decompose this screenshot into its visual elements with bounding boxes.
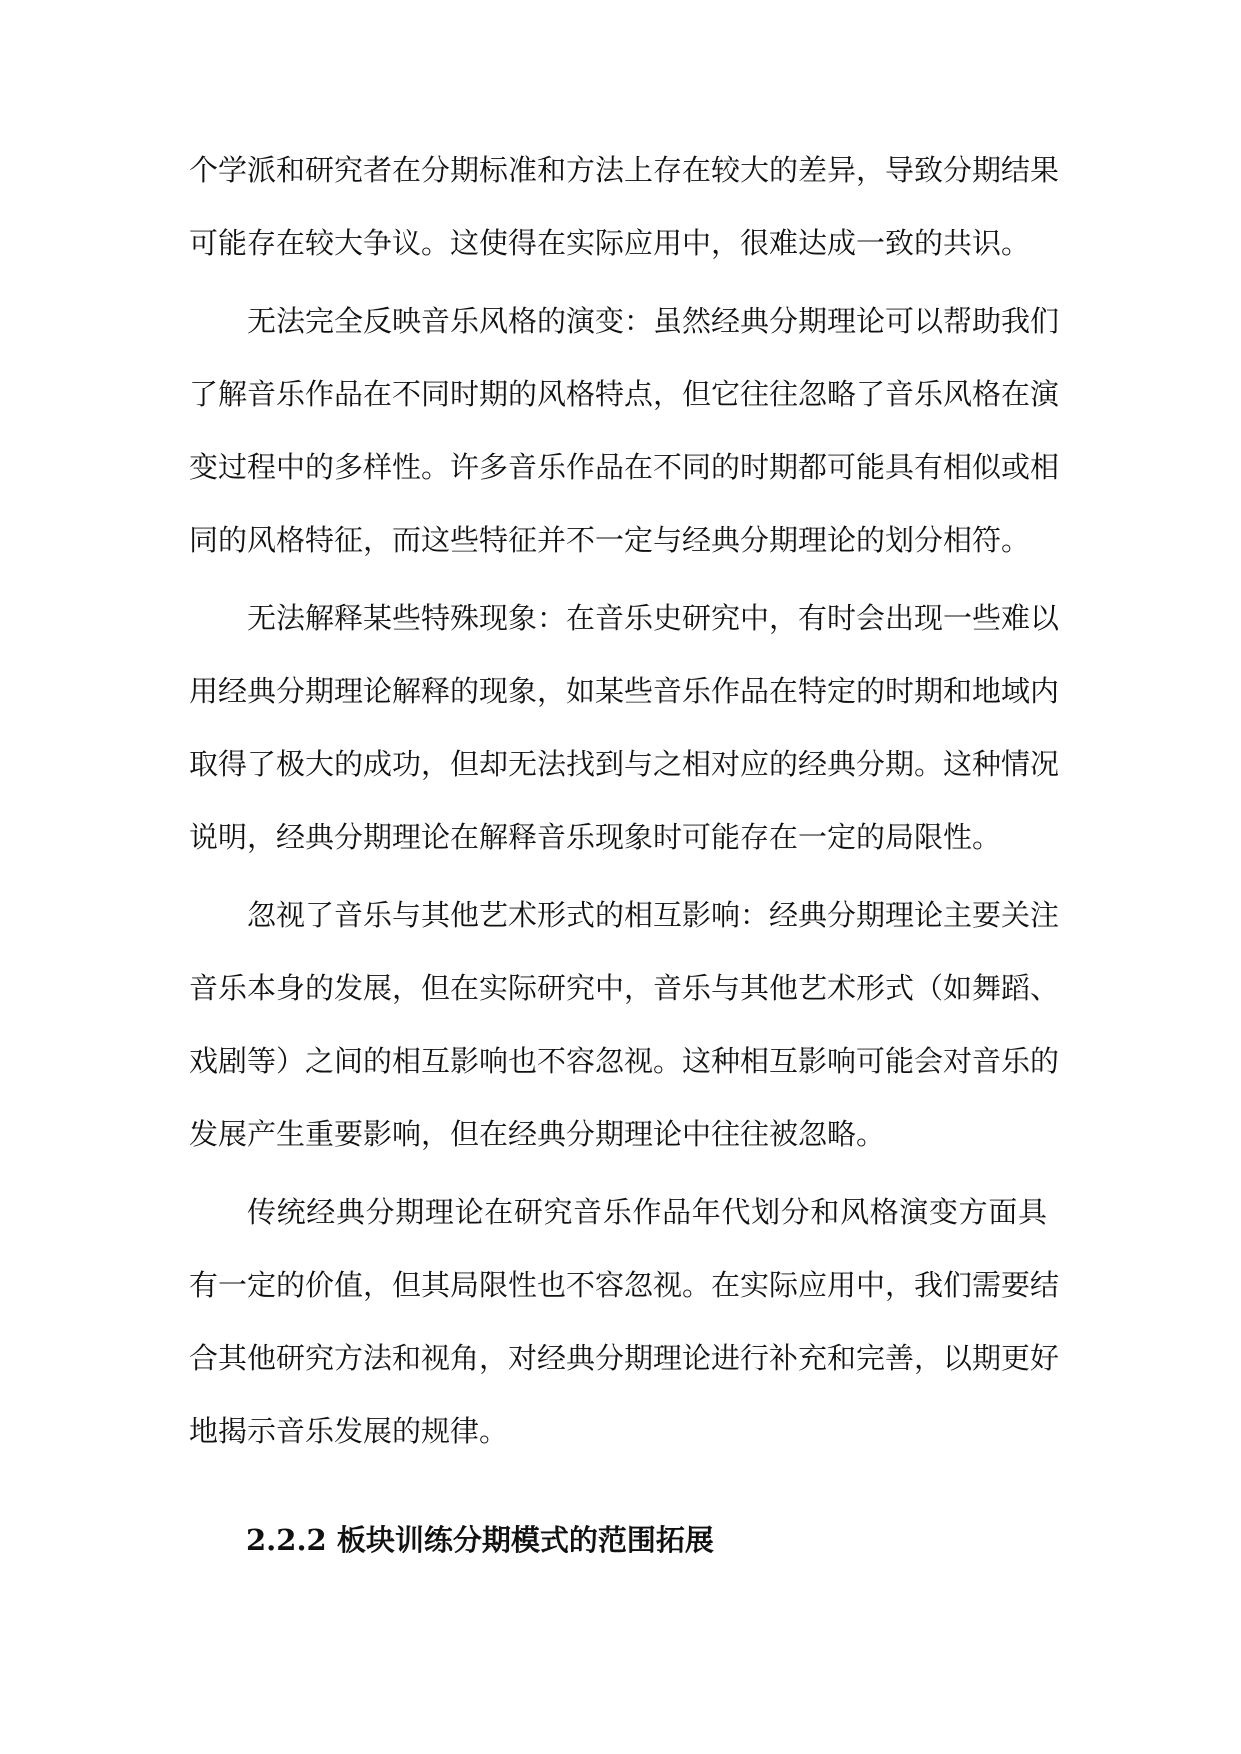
paragraph-line: 忽视了音乐与其他艺术形式的相互影响：经典分期理论主要关注 — [247, 898, 1060, 932]
section-heading: 2.2.2 板块训练分期模式的范围拓展 — [246, 1523, 714, 1557]
paragraph-line: 无法完全反映音乐风格的演变：虽然经典分期理论可以帮助我们 — [247, 304, 1060, 338]
paragraph-line: 可能存在较大争议。这使得在实际应用中，很难达成一致的共识。 — [189, 226, 1031, 260]
paragraph-line: 地揭示音乐发展的规律。 — [189, 1414, 509, 1448]
paragraph-line: 说明，经典分期理论在解释音乐现象时可能存在一定的局限性。 — [189, 820, 1002, 854]
paragraph-line: 变过程中的多样性。许多音乐作品在不同的时期都可能具有相似或相 — [189, 450, 1060, 484]
paragraph-line: 合其他研究方法和视角，对经典分期理论进行补充和完善，以期更好 — [189, 1341, 1060, 1375]
paragraph-line: 戏剧等）之间的相互影响也不容忽视。这种相互影响可能会对音乐的 — [189, 1044, 1060, 1078]
paragraph-line: 传统经典分期理论在研究音乐作品年代划分和风格演变方面具 — [247, 1195, 1047, 1229]
paragraph-line: 音乐本身的发展，但在实际研究中，音乐与其他艺术形式（如舞蹈、 — [189, 971, 1060, 1005]
paragraph-line: 取得了极大的成功，但却无法找到与之相对应的经典分期。这种情况 — [189, 747, 1060, 781]
paragraph-line: 同的风格特征，而这些特征并不一定与经典分期理论的划分相符。 — [189, 523, 1031, 557]
paragraph-line: 了解音乐作品在不同时期的风格特点，但它往往忽略了音乐风格在演 — [189, 377, 1060, 411]
paragraph-line: 发展产生重要影响，但在经典分期理论中往往被忽略。 — [189, 1117, 886, 1151]
paragraph-line: 个学派和研究者在分期标准和方法上存在较大的差异，导致分期结果 — [189, 153, 1060, 187]
paragraph-line: 用经典分期理论解释的现象，如某些音乐作品在特定的时期和地域内 — [189, 674, 1060, 708]
paragraph-line: 无法解释某些特殊现象：在音乐史研究中，有时会出现一些难以 — [247, 601, 1060, 635]
paragraph-line: 有一定的价值，但其局限性也不容忽视。在实际应用中，我们需要结 — [189, 1268, 1060, 1302]
